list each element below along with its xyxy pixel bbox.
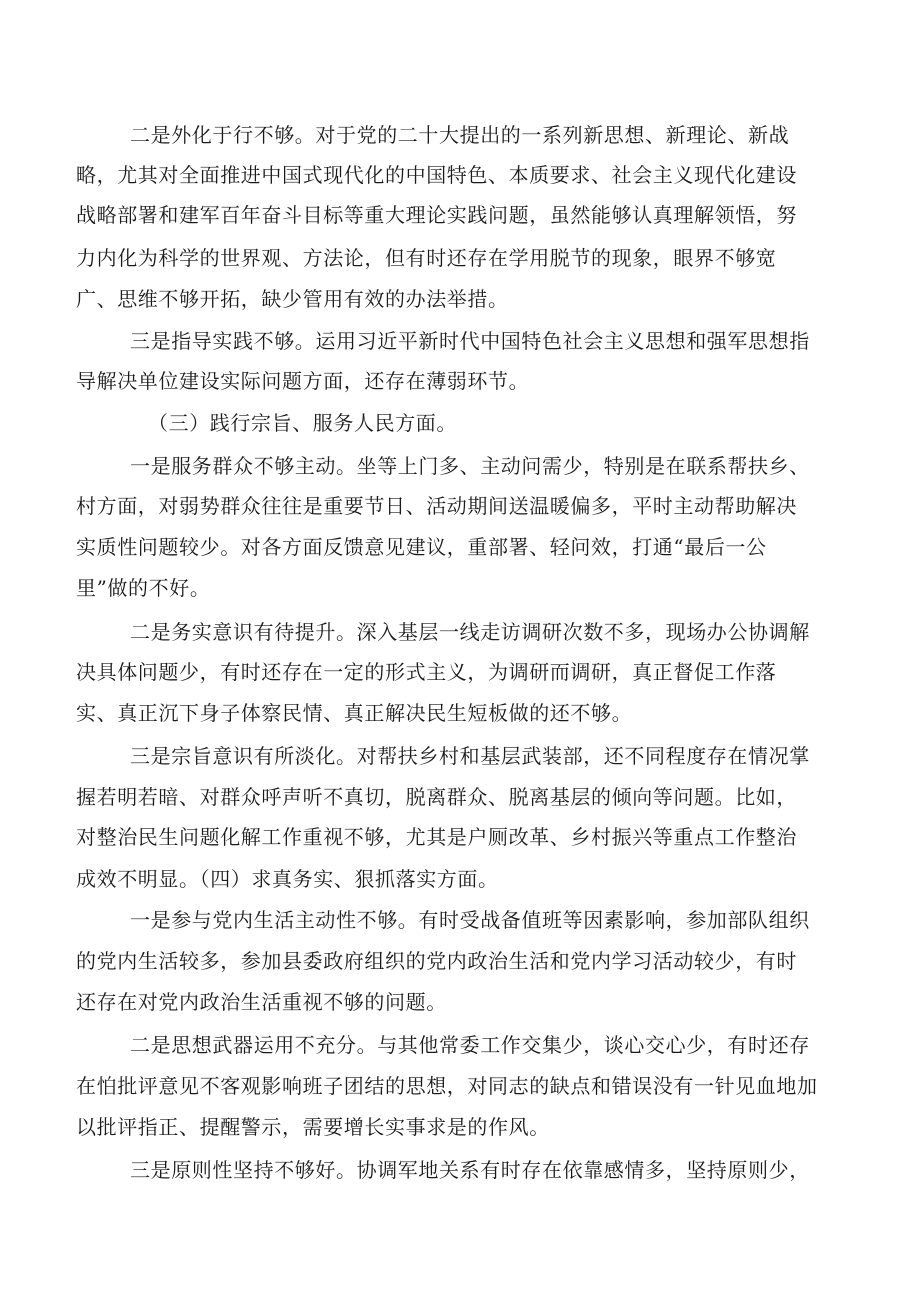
text-line: 一是参与党内生活主动性不够。有时受战备值班等因素影响，参加部队组织 (130, 908, 810, 932)
text-line: 一是服务群众不够主动。坐等上门多、主动问需少，特别是在联系帮扶乡、 (130, 454, 810, 478)
text-line: 二是外化于行不够。对于党的二十大提出的一系列新思想、新理论、新战 (130, 123, 790, 147)
text-line: 的党内生活较多，参加县委政府组织的党内政治生活和党内学习活动较少，有时 (76, 949, 797, 973)
text-line: 二是务实意识有待提升。深入基层一线走访调研次数不多，现场办公协调解 (130, 620, 810, 644)
text-line: 对整治民生问题化解工作重视不够，尤其是户厕改革、乡村振兴等重点工作整治 (76, 825, 797, 849)
text-line: 以批评指正、提醒警示，需要增长实事求是的作风。 (76, 1115, 550, 1139)
text-line: 决具体问题少，有时还存在一定的形式主义，为调研而调研，真正督促工作落 (76, 660, 777, 684)
text-line: 略，尤其对全面推进中国式现代化的中国特色、本质要求、社会主义现代化建设 (76, 163, 797, 187)
text-line: 还存在对党内政治生活重视不够的问题。 (76, 990, 447, 1014)
text-line: 三是指导实践不够。运用习近平新时代中国特色社会主义思想和强军思想指 (130, 329, 810, 353)
text-line: 里”做的不好。 (76, 576, 211, 600)
text-line: 三是宗旨意识有所淡化。对帮扶乡村和基层武装部，还不同程度存在情况掌 (130, 744, 810, 768)
text-line: 导解决单位建设实际问题方面，还存在薄弱环节。 (76, 369, 530, 393)
text-line: 二是思想武器运用不充分。与其他常委工作交集少，谈心交心少，有时还存 (130, 1033, 810, 1057)
text-line: 在怕批评意见不客观影响班子团结的思想，对同志的缺点和错误没有一针见血地加 (76, 1074, 818, 1098)
text-line: 战略部署和建军百年奋斗目标等重大理论实践问题，虽然能够认真理解领悟，努 (76, 203, 797, 227)
text-line: 村方面，对弱势群众往往是重要节日、活动期间送温暖偏多，平时主动帮助解决 (76, 494, 797, 518)
text-line: 力内化为科学的世界观、方法论，但有时还存在学用脱节的现象，眼界不够宽 (76, 246, 777, 270)
text-line: 成效不明显。（四）求真务实、狠抓落实方面。 (76, 867, 499, 891)
text-line: 实质性问题较少。对各方面反馈意见建议，重部署、轻问效，打通“最后一公 (76, 535, 767, 559)
section-heading: （三）践行宗旨、服务人民方面。 (148, 411, 457, 435)
text-line: 握若明若暗、对群众呼声听不真切，脱离群众、脱离基层的倾向等问题。比如， (76, 785, 797, 809)
text-line: 三是原则性坚持不够好。协调军地关系有时存在依靠感情多，坚持原则少， (130, 1158, 810, 1182)
text-line: 广、思维不够开拓，缺少管用有效的办法举措。 (76, 287, 509, 311)
text-line: 实、真正沉下身子体察民情、真正解决民生短板做的还不够。 (76, 701, 633, 725)
